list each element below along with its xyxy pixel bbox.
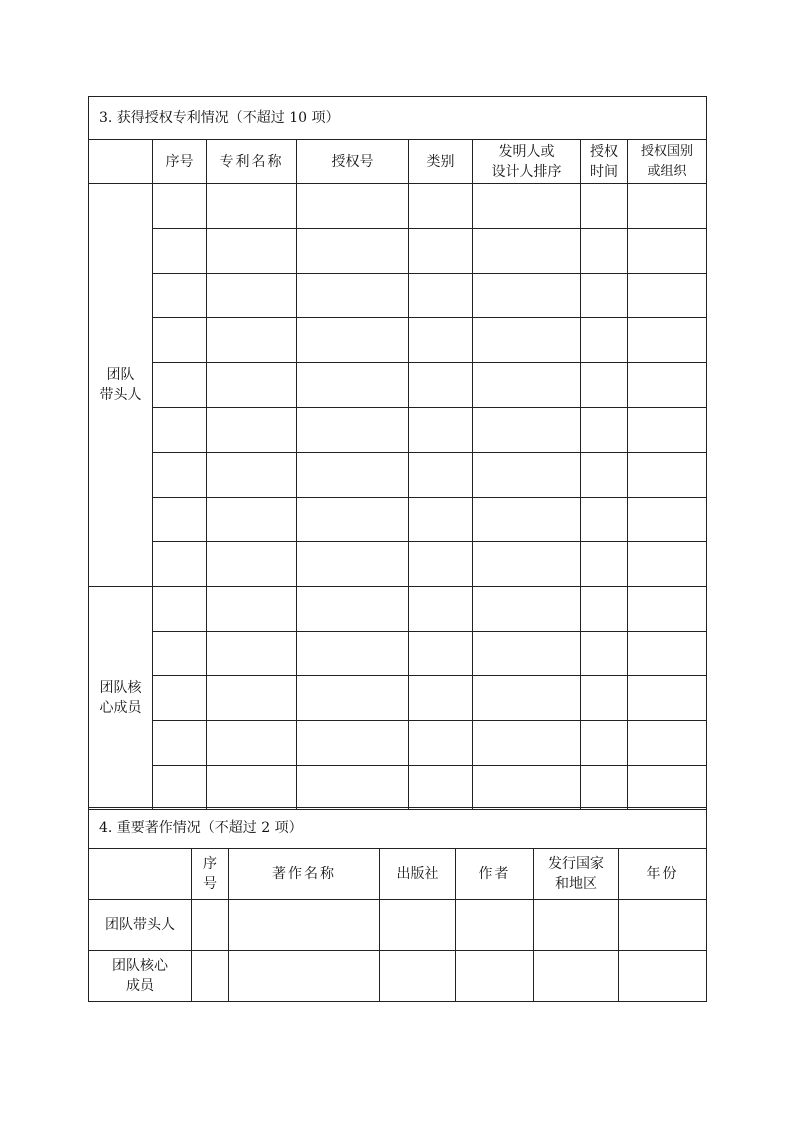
patent-cell[interactable]	[297, 318, 409, 363]
patent-cell[interactable]	[473, 363, 581, 408]
book-header-name: 著作名称	[229, 849, 380, 900]
patent-cell[interactable]	[581, 676, 628, 721]
patent-row	[89, 542, 707, 587]
book-header-seq-line1: 序	[203, 856, 217, 872]
header-inventor-order	[473, 140, 581, 184]
patent-cell[interactable]	[207, 228, 297, 273]
book-row-core	[89, 951, 707, 1002]
patent-cell[interactable]	[297, 228, 409, 273]
patent-cell[interactable]	[628, 720, 707, 765]
header-grant-number: 授权号	[297, 140, 409, 184]
patent-cell[interactable]	[153, 676, 207, 721]
patent-cell[interactable]	[297, 452, 409, 497]
patent-cell[interactable]	[628, 542, 707, 587]
book-cell[interactable]	[534, 900, 619, 951]
patent-cell[interactable]	[409, 273, 473, 318]
patent-cell[interactable]	[581, 765, 628, 810]
book-cell[interactable]	[229, 951, 380, 1002]
patent-cell[interactable]	[628, 452, 707, 497]
patent-cell[interactable]	[473, 720, 581, 765]
patent-cell[interactable]	[409, 452, 473, 497]
patent-cell[interactable]	[473, 631, 581, 676]
book-header-publisher: 出版社	[380, 849, 456, 900]
patent-cell[interactable]	[581, 542, 628, 587]
patent-cell[interactable]	[409, 631, 473, 676]
patent-row	[89, 452, 707, 497]
header-seq: 序号	[153, 140, 207, 184]
patent-cell[interactable]	[153, 587, 207, 632]
patent-cell[interactable]	[581, 184, 628, 229]
patent-cell[interactable]	[153, 542, 207, 587]
patent-cell[interactable]	[581, 228, 628, 273]
patent-cell[interactable]	[628, 587, 707, 632]
patent-row	[89, 228, 707, 273]
patent-cell[interactable]	[207, 542, 297, 587]
patent-cell[interactable]	[153, 184, 207, 229]
book-row-leader	[89, 900, 707, 951]
patent-cell[interactable]	[297, 363, 409, 408]
patent-cell[interactable]	[628, 407, 707, 452]
book-header-country-line1: 发行国家	[548, 856, 604, 872]
patent-row	[89, 363, 707, 408]
patent-cell[interactable]	[207, 184, 297, 229]
patent-cell[interactable]	[581, 407, 628, 452]
patent-row	[89, 587, 707, 632]
book-table	[88, 807, 707, 1002]
book-cell[interactable]	[192, 900, 229, 951]
patent-row	[89, 676, 707, 721]
patent-cell[interactable]	[409, 363, 473, 408]
patent-cell[interactable]	[473, 228, 581, 273]
patent-cell[interactable]	[297, 720, 409, 765]
book-cell[interactable]	[619, 900, 707, 951]
patent-section-title: 3. 获得授权专利情况（不超过 10 项）	[89, 97, 707, 140]
patent-cell[interactable]	[581, 497, 628, 542]
header-empty-cell	[89, 140, 153, 184]
patent-cell[interactable]	[473, 765, 581, 810]
patent-row	[89, 318, 707, 363]
patent-cell[interactable]	[628, 228, 707, 273]
patent-cell[interactable]	[581, 452, 628, 497]
book-group-core-line2: 成员	[126, 978, 154, 994]
patent-cell[interactable]	[473, 407, 581, 452]
patent-cell[interactable]	[409, 318, 473, 363]
patent-cell[interactable]	[628, 363, 707, 408]
patent-table	[88, 96, 707, 810]
book-cell[interactable]	[619, 951, 707, 1002]
book-header-seq-line2: 号	[203, 876, 217, 892]
patent-cell[interactable]	[628, 631, 707, 676]
patent-cell[interactable]	[207, 720, 297, 765]
book-cell[interactable]	[192, 951, 229, 1002]
patent-cell[interactable]	[409, 542, 473, 587]
patent-cell[interactable]	[297, 631, 409, 676]
header-grant-country-line1: 授权国别	[641, 143, 694, 159]
header-category: 类别	[409, 140, 473, 184]
patent-cell[interactable]	[473, 676, 581, 721]
patent-cell[interactable]	[473, 184, 581, 229]
patent-group-leader	[89, 184, 153, 587]
patent-group-core	[89, 587, 153, 810]
book-header-row	[89, 849, 707, 900]
patent-cell[interactable]	[628, 676, 707, 721]
patent-row	[89, 184, 707, 229]
patent-cell[interactable]	[297, 273, 409, 318]
patent-group-leader-line2: 带头人	[99, 387, 142, 404]
book-cell[interactable]	[229, 900, 380, 951]
patent-cell[interactable]	[297, 542, 409, 587]
patent-cell[interactable]	[473, 497, 581, 542]
patent-cell[interactable]	[207, 363, 297, 408]
patent-cell[interactable]	[409, 676, 473, 721]
patent-cell[interactable]	[207, 273, 297, 318]
book-group-core-line1: 团队核心	[112, 958, 168, 974]
header-inventor-line1: 发明人或	[498, 143, 555, 160]
patent-row	[89, 765, 707, 810]
patent-cell[interactable]	[297, 184, 409, 229]
patent-cell[interactable]	[409, 765, 473, 810]
patent-cell[interactable]	[207, 631, 297, 676]
patent-cell[interactable]	[409, 184, 473, 229]
patent-cell[interactable]	[153, 273, 207, 318]
patent-header-row	[89, 140, 707, 184]
book-group-core	[89, 951, 192, 1002]
patent-cell[interactable]	[207, 407, 297, 452]
patent-group-core-line1: 团队核	[99, 680, 142, 697]
book-cell[interactable]	[456, 900, 534, 951]
header-grant-time	[581, 140, 628, 184]
patent-cell[interactable]	[473, 452, 581, 497]
patent-cell[interactable]	[207, 587, 297, 632]
patent-cell[interactable]	[581, 318, 628, 363]
patent-cell[interactable]	[409, 407, 473, 452]
patent-cell[interactable]	[153, 407, 207, 452]
patent-cell[interactable]	[409, 720, 473, 765]
header-patent-name: 专利名称	[207, 140, 297, 184]
patent-cell[interactable]	[628, 184, 707, 229]
patent-cell[interactable]	[153, 765, 207, 810]
patent-row	[89, 273, 707, 318]
patent-cell[interactable]	[207, 765, 297, 810]
header-grant-time-line2: 时间	[590, 163, 618, 180]
patent-cell[interactable]	[581, 631, 628, 676]
book-section-title: 4. 重要著作情况（不超过 2 项）	[89, 808, 707, 849]
patent-cell[interactable]	[628, 318, 707, 363]
header-grant-country-line2: 或组织	[647, 163, 687, 179]
patent-cell[interactable]	[153, 363, 207, 408]
patent-cell[interactable]	[207, 676, 297, 721]
patent-cell[interactable]	[409, 497, 473, 542]
book-header-empty-cell	[89, 849, 192, 900]
book-cell[interactable]	[456, 951, 534, 1002]
patent-cell[interactable]	[153, 497, 207, 542]
patent-cell[interactable]	[207, 497, 297, 542]
patent-cell[interactable]	[628, 497, 707, 542]
patent-cell[interactable]	[581, 273, 628, 318]
patent-cell[interactable]	[153, 720, 207, 765]
patent-cell[interactable]	[297, 676, 409, 721]
patent-cell[interactable]	[297, 587, 409, 632]
patent-row	[89, 407, 707, 452]
patent-row	[89, 720, 707, 765]
book-header-seq	[192, 849, 229, 900]
patent-cell[interactable]	[581, 587, 628, 632]
header-inventor-line2: 设计人排序	[491, 163, 562, 180]
patent-cell[interactable]	[297, 765, 409, 810]
patent-cell[interactable]	[207, 452, 297, 497]
patent-cell[interactable]	[153, 452, 207, 497]
patent-cell[interactable]	[297, 407, 409, 452]
book-header-country	[534, 849, 619, 900]
book-cell[interactable]	[380, 900, 456, 951]
book-cell[interactable]	[534, 951, 619, 1002]
header-grant-time-line1: 授权	[590, 143, 618, 160]
header-grant-country	[628, 140, 707, 184]
book-header-country-line2: 和地区	[555, 876, 597, 892]
patent-row	[89, 631, 707, 676]
patent-cell[interactable]	[207, 318, 297, 363]
patent-group-leader-line1: 团队	[106, 367, 135, 384]
patent-cell[interactable]	[297, 497, 409, 542]
book-header-year: 年份	[619, 849, 707, 900]
patent-cell[interactable]	[473, 587, 581, 632]
book-group-leader: 团队带头人	[89, 900, 192, 951]
patent-cell[interactable]	[473, 273, 581, 318]
patent-row	[89, 497, 707, 542]
book-cell[interactable]	[380, 951, 456, 1002]
patent-cell[interactable]	[409, 228, 473, 273]
patent-cell[interactable]	[628, 273, 707, 318]
patent-cell[interactable]	[628, 765, 707, 810]
patent-cell[interactable]	[153, 228, 207, 273]
patent-cell[interactable]	[473, 542, 581, 587]
patent-group-core-line2: 心成员	[99, 700, 142, 717]
book-header-author: 作者	[456, 849, 534, 900]
patent-cell[interactable]	[581, 363, 628, 408]
patent-cell[interactable]	[409, 587, 473, 632]
patent-cell[interactable]	[473, 318, 581, 363]
patent-cell[interactable]	[153, 318, 207, 363]
patent-cell[interactable]	[153, 631, 207, 676]
patent-cell[interactable]	[581, 720, 628, 765]
